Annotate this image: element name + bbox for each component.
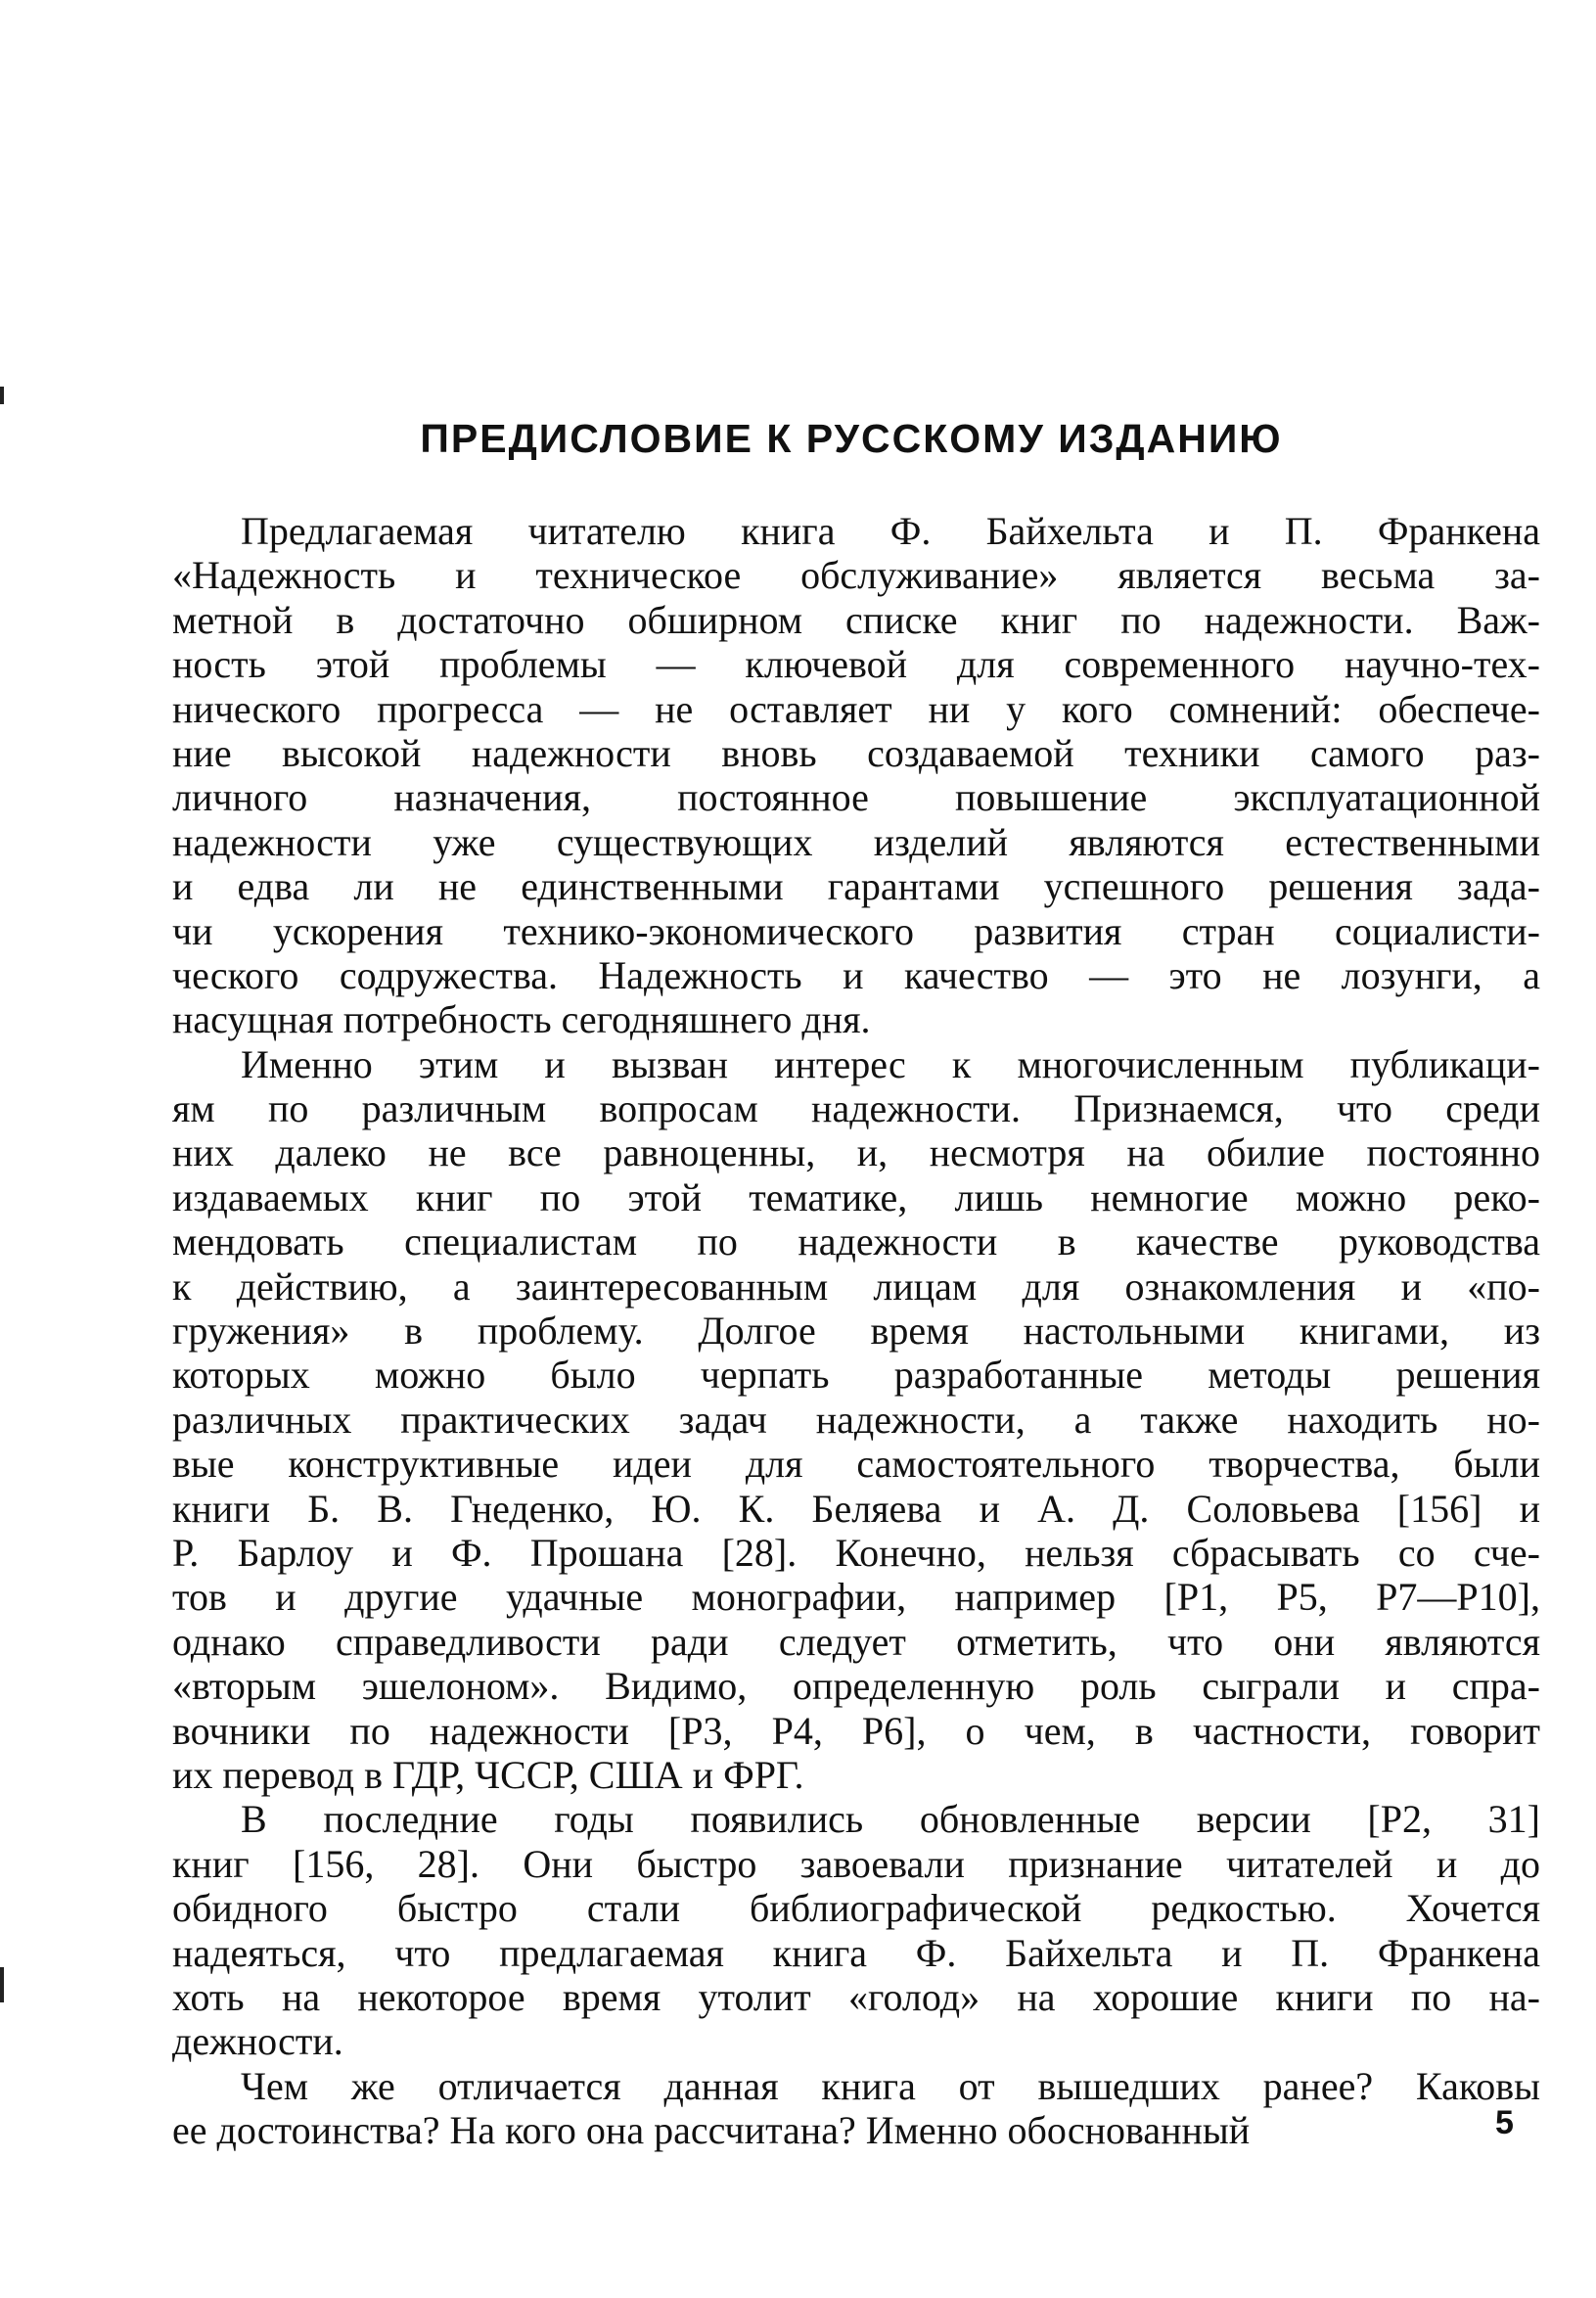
text-line: насущная потребность сегодняшнего дня. [172, 997, 871, 1042]
text-line: различных практических задач надежности, а также находить но- [172, 1397, 1540, 1442]
text-line: нического прогресса — не оставляет ни у кого сомнений: обеспече- [172, 686, 1540, 731]
text-line: ние высокой надежности вновь создаваемой техники самого раз- [172, 730, 1540, 775]
text-line: к действию, а заинтересованным лицам для ознакомления и «по- [172, 1264, 1540, 1309]
text-line: книги Б. В. Гнеденко, Ю. К. Беляева и А. Д. Соловьева [156] и [172, 1486, 1540, 1531]
text-line: надежности уже существующих изделий являются естественными [172, 819, 1540, 864]
text-line: однако справедливости ради следует отметить, что они являются [172, 1619, 1540, 1664]
paragraph-first-line: В последние годы появились обновленные версии [P2, 31] [241, 1797, 1540, 1842]
text-line: тов и другие удачные монографии, например [P1, P5, P7—P10], [172, 1575, 1540, 1620]
text-line: «вторым эшелоном». Видимо, определенную роль сыграли и спра- [172, 1664, 1540, 1709]
text-line: книг [156, 28]. Они быстро завоевали признание читателей и до [172, 1841, 1540, 1886]
page-number: 5 [1495, 2104, 1514, 2141]
text-line: ее достоинства? На кого она рассчитана? Именно обоснованный [172, 2108, 1251, 2153]
text-line: которых можно было черпать разработанные методы решения [172, 1353, 1540, 1398]
scan-edge-mark [0, 1967, 4, 2002]
paragraph-first-line: Предлагаемая читателю книга Ф. Байхельта и П. Франкена [241, 509, 1540, 553]
text-line: мендовать специалистам по надежности в качестве руководства [172, 1219, 1540, 1264]
text-line: «Надежность и техническое обслуживание» является весьма за- [172, 553, 1540, 598]
text-line: Р. Барлоу и Ф. Прошана [28]. Конечно, нельзя сбрасывать со сче- [172, 1530, 1540, 1575]
text-line: гружения» в проблему. Долгое время настольными книгами, из [172, 1309, 1540, 1354]
text-line: вые конструктивные идеи для самостоятельного творчества, были [172, 1442, 1540, 1487]
text-line: них далеко не все равноценны, и, несмотря на обилие постоянно [172, 1130, 1540, 1175]
text-line: вочники по надежности [P3, P4, P6], о чем, в частности, говорит [172, 1708, 1540, 1753]
page-title: ПРЕДИСЛОВИЕ К РУССКОМУ ИЗДАНИЮ [420, 416, 1283, 461]
text-line: ческого содружества. Надежность и качество — это не лозунги, а [172, 952, 1540, 997]
text-line: надеяться, что предлагаемая книга Ф. Байхельта и П. Франкена [172, 1930, 1540, 1975]
body-text [172, 509, 1540, 2152]
text-line: личного назначения, постоянное повышение эксплуатационной [172, 775, 1540, 820]
text-line: ям по различным вопросам надежности. Признаемся, что среди [172, 1086, 1540, 1131]
paragraph-first-line: Именно этим и вызван интерес к многочисленным публикаци- [241, 1041, 1540, 1086]
paragraph-first-line: Чем же отличается данная книга от вышедших ранее? Каковы [241, 2063, 1540, 2108]
text-line: издаваемых книг по этой тематике, лишь немногие можно реко- [172, 1174, 1540, 1219]
text-line: и едва ли не единственными гарантами успешного решения зада- [172, 864, 1540, 909]
text-line: ность этой проблемы — ключевой для современного научно-тех- [172, 642, 1540, 687]
text-line: их перевод в ГДР, ЧССР, США и ФРГ. [172, 1752, 804, 1797]
scan-edge-mark [0, 387, 4, 404]
text-line: метной в достаточно обширном списке книг по надежности. Важ- [172, 597, 1540, 642]
text-line: дежности. [172, 2019, 343, 2064]
text-line: обидного быстро стали библиографической редкостью. Хочется [172, 1886, 1540, 1931]
text-line: хоть на некоторое время утолит «голод» на хорошие книги по на- [172, 1974, 1540, 2019]
text-line: чи ускорения технико-экономического развития стран социалисти- [172, 908, 1540, 953]
